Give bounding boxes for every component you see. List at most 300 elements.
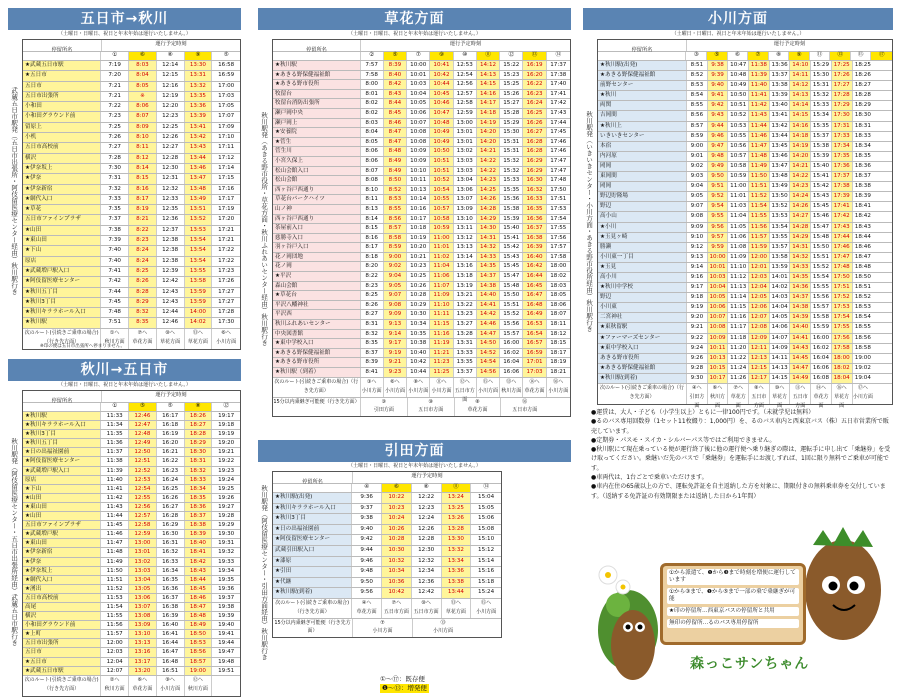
table-row [23,476,240,485]
table-row [598,142,892,152]
departure-time: 8:23 [129,236,157,245]
departure-time: 18:28 [854,92,871,99]
stop-name: ★あきる野市役所 [273,358,361,367]
route-description: 武蔵五日市駅発（五日市出張所・阿伎留医療センター経由）秋川駅行き [10,87,19,295]
route-number: ⑬ [830,52,851,60]
departure-time: 10:08 [407,138,430,147]
table-row [273,71,570,81]
departure-time: 12:56 [454,80,477,89]
table-row [23,485,240,494]
departure-time: 9:40 [708,81,729,90]
departure-time: 13:04 [129,576,157,584]
departure-time: 18:36 [854,162,871,169]
route-number-row [273,484,501,493]
departure-time: 10:47 [430,109,453,118]
departure-time: 15:26 [500,90,523,99]
departure-time: 12:52 [129,467,157,475]
stop-name: 小川東 [598,303,687,312]
departure-time: 8:28 [129,288,157,297]
departure-time: 8:24 [129,257,157,266]
departure-time: 12:23 [157,112,185,121]
departure-time: 13:41 [185,123,213,132]
departure-time: 13:55 [770,233,791,242]
next-route-number: ⑫へ [192,676,203,683]
departure-time: 18:28 [185,430,213,438]
departure-time: 10:47 [728,61,749,70]
section-itsukaichi-to-akikawa [8,8,241,343]
stop-name: 岡岡 [598,182,687,191]
departure-time: 8:25 [129,267,157,276]
departure-time: 14:17 [477,99,500,108]
departure-time: 17:51 [550,196,567,203]
board-line: ①から③まで、❶から⑤まで一部の乗で乗継ぎが可能 [667,588,799,604]
departure-time: 10:01 [407,71,430,80]
timetable [22,39,241,350]
next-route-direction: 草花方面 [132,685,153,692]
stop-name: ★上町 [23,630,101,638]
stop-name: 五日市出張所 [23,639,101,647]
table-row [273,138,570,148]
departure-time: 11:51 [101,576,129,584]
table-row [23,539,240,548]
departure-time: 13:35 [185,92,213,101]
departure-time: 14:04 [770,303,791,312]
departure-time: 15:22 [500,61,523,70]
departure-time: 12:43 [157,288,185,297]
next-route-number: ⑯へ [553,378,564,385]
departure-time: 15:51 [811,253,832,262]
departure-time: 11:34 [101,421,129,429]
departure-time: 18:48 [185,612,213,620]
departure-time: 15:51 [500,301,523,310]
notice-board [660,563,806,645]
departure-time: 10:28 [407,291,430,300]
departure-time: 19:23 [218,467,235,474]
table-row [23,630,240,639]
stop-name: ★武蔵増戸駅入口 [23,467,101,475]
departure-time: 14:35 [477,262,500,271]
departure-time: 10:13 [407,186,430,195]
departure-time: 15:41 [500,234,523,243]
departure-time: 18:02 [832,364,853,373]
departure-time: 8:45 [384,109,407,118]
transfer-direction: 小川方面 [372,627,393,634]
departure-time: 12:07 [101,667,129,675]
departure-time: 17:37 [550,62,567,68]
departure-time: 19:22 [218,458,235,465]
departure-time: 10:09 [708,334,729,343]
departure-time: 18:00 [550,263,567,270]
departure-time: 7:31 [101,174,129,183]
departure-time: 16:23 [157,467,185,475]
departure-time: 13:16 [454,262,477,271]
departure-time: 18:27 [854,82,871,89]
table-row [598,273,892,283]
departure-time: 16:54 [523,330,546,339]
route-description: 秋川駅発（阿伎留医療センター・引田方面経由）秋川駅行き [260,485,269,661]
table-row [273,535,501,546]
departure-time: 10:34 [382,567,412,577]
departure-time: 13:13 [454,243,477,252]
departure-time: 8:16 [361,234,384,243]
route-number: ④ [352,484,382,492]
departure-time: 10:52 [430,176,453,185]
stop-column-header: 停留所名 [598,40,687,51]
departure-time: 13:46 [185,164,213,173]
departure-time: 9:00 [687,142,708,151]
departure-time: 14:31 [790,243,811,252]
route-number: ⑤ [384,52,407,60]
departure-time: 11:55 [101,612,129,620]
departure-time: 14:25 [477,186,500,195]
departure-time: 17:31 [832,122,853,131]
departure-time: 15:16 [478,568,495,575]
stop-name: 慈勝寺入口 [273,234,361,243]
departure-time: 17:52 [832,293,853,302]
transfer-route [361,398,408,416]
stop-column-header: 停留所名 [23,40,102,51]
departure-time: 15:30 [811,71,832,80]
next-route-number: ⑦へ [137,329,148,336]
departure-time: 9:09 [687,223,708,232]
departure-time: 12:36 [157,215,185,224]
next-route-direction: 草花方面 [132,338,153,345]
departure-time: 10:26 [407,282,430,291]
stop-name: 高尾 [23,603,101,611]
departure-time: 16:26 [157,494,185,502]
next-route-direction: 小川方面 [431,387,452,394]
table-row [23,143,240,153]
departure-time: 10:13 [708,354,729,363]
table-row [598,364,892,374]
departure-time: 15:45 [811,202,832,211]
departure-time: 8:17 [129,195,157,204]
departure-time: 9:24 [687,344,708,353]
departure-time: 17:54 [832,313,853,322]
departure-time: 18:29 [185,439,213,447]
departure-time: 11:54 [749,202,770,211]
stop-name: ★小川 [598,223,687,232]
table-row [23,512,240,521]
next-route [384,378,407,397]
departure-time: 15:10 [478,536,495,543]
departure-time: 9:04 [687,182,708,191]
departure-time: 10:55 [728,132,749,141]
legend-additional: ❶〜⑬：増発便 [382,684,427,692]
departure-time: 17:54 [550,215,567,222]
table-row [23,457,240,466]
departure-time: 12:17 [749,374,770,383]
departure-time: 12:01 [749,263,770,272]
departure-time: 16:32 [157,548,185,556]
stop-name: ★菅生 [273,138,361,147]
departure-time: 8:48 [384,147,407,156]
departure-time: 12:58 [129,521,157,529]
stop-name: 両関 [598,101,687,110]
departure-time: 9:13 [687,253,708,262]
board-line: ★印の停留所…西東京バスの停留所と共用 [667,607,799,616]
empty-cell [23,403,101,411]
departure-time: 13:51 [185,205,213,214]
departure-time: 13:35 [454,358,477,367]
stop-name: ★東山田 [23,503,101,511]
departure-time: 15:47 [811,223,832,232]
departure-time: 19:28 [218,513,235,520]
next-route [770,384,791,409]
stop-name: ★秋川駅 [23,318,101,327]
departure-time: 14:20 [790,152,811,161]
departure-time: 15:46 [811,212,832,221]
departure-time: 14:12 [790,81,811,90]
table-row [598,91,892,101]
schedule-header: 運行予定時刻 [155,41,187,47]
departure-time: 9:59 [708,243,729,252]
departure-time: 19:34 [218,567,235,574]
departure-time: 15:58 [811,313,832,322]
footnote: ※印の便は五日市出張所へ停まりません。 [40,344,126,349]
departure-time: 12:22 [412,493,442,503]
departure-time: 15:31 [500,147,523,156]
departure-time: 14:26 [790,202,811,211]
departure-time: 16:53 [523,320,546,329]
table-row [23,494,240,503]
departure-time: 14:37 [477,272,500,281]
departure-time: 14:28 [790,223,811,232]
departure-time: 14:10 [790,61,811,70]
next-route [430,378,453,397]
departure-time: 15:12 [478,546,495,553]
departure-time: 14:19 [477,119,500,128]
table-row [273,320,570,330]
departure-time: 7:32 [101,185,129,194]
departure-time: 12:32 [157,185,185,194]
departure-time: 10:17 [708,374,729,383]
departure-time: 17:40 [550,81,567,88]
departure-time: 12:32 [412,557,442,567]
stop-name: 野辺 [598,202,687,211]
transfer-route [353,619,413,637]
departure-time: 16:44 [523,272,546,281]
departure-time: 18:56 [854,334,871,341]
table-row [23,576,240,585]
departure-time: 13:28 [442,525,472,535]
table-row [23,236,240,246]
departure-time: 11:44 [101,512,129,520]
info-line: ●秋川駅にて現在乗っている便が運行終了後に他の運行便へ乗り継ぎの際は、運転手に申し出て「乗継券」を受け取ってください。乗継いだ先のバスで「乗継券」を運転手にお渡しすれば、1回に限り無料でご乗車が可能です。 [591,446,891,472]
stop-name: ★秋川キララホール入口 [23,421,101,429]
departure-time: 9:21 [384,358,407,367]
stop-name: 五日市 [23,82,101,91]
stop-name: 五日市ファインプラザ [23,521,101,529]
departure-time: 14:21 [790,162,811,171]
departure-time: 17:56 [832,334,853,343]
stop-name: 二宮神社 [598,313,687,322]
departure-time: 10:32 [382,557,412,567]
table-row [598,354,892,364]
departure-time: 9:23 [384,368,407,377]
stop-name: 前野センター [598,81,687,90]
departure-time: 17:43 [832,223,853,232]
route-number: ⑫ [223,403,229,409]
departure-time: 13:57 [770,243,791,252]
stop-name: 武蔵引田駅入口 [273,546,352,556]
departure-time: 11:01 [728,192,749,201]
departure-time: 14:19 [790,142,811,151]
departure-time: 8:03 [361,119,384,128]
next-route [547,378,570,397]
departure-time: 12:50 [129,448,157,456]
table-row [273,349,570,359]
table-row [598,263,892,273]
table-row [23,567,240,576]
departure-time: 19:17 [218,413,235,419]
departure-time: 8:29 [129,298,157,307]
stop-name: ★山田 [23,494,101,502]
table-row [23,205,240,215]
schedule-header: 運行予定時刻 [155,392,187,398]
departure-time: 15:59 [811,323,832,332]
departure-time: 8:59 [384,243,407,252]
route-number: ⑤ [707,52,728,60]
timetable [597,39,893,409]
departure-time: 8:51 [687,61,708,70]
table-row [273,157,570,167]
section-note: （土曜日・日曜日、祝日と年末年始は運行いたしません。） [58,31,191,37]
departure-time: 19:51 [218,667,235,674]
departure-time: 19:02 [854,364,871,371]
transfer-direction: 五日市方面 [512,406,538,413]
departure-time: 15:55 [811,283,832,292]
stop-name: 小和田 [23,102,101,111]
departure-time: 17:55 [832,323,853,332]
stop-name: 瀬戸岡中央 [273,109,361,118]
departure-time: 11:55 [749,212,770,221]
departure-time: 18:56 [185,648,213,656]
next-route-number: ⑮へ [483,378,494,385]
departure-time: 13:28 [454,330,477,339]
departure-time: 11:46 [101,530,129,538]
departure-time: 11:18 [728,334,749,343]
departure-time: 18:46 [185,594,213,602]
table-row [598,152,892,162]
transfer-route [501,398,548,416]
table-row [273,195,570,205]
departure-time: 11:59 [749,243,770,252]
departure-time: 15:14 [478,557,495,564]
departure-time: 19:31 [218,540,235,547]
departure-time: 19:18 [218,422,235,429]
departure-time: 18:50 [185,630,213,638]
next-route-direction: 草花方面 [730,394,746,409]
departure-time: 18:29 [854,102,871,109]
departure-time: 10:09 [407,147,430,156]
departure-time: 12:53 [454,61,477,70]
stop-name: ★伊奈新宿 [23,548,101,556]
departure-time: 18:43 [854,223,871,230]
departure-time: 17:17 [218,195,235,202]
empty-cell [273,484,352,492]
departure-time: 14:38 [477,282,500,291]
departure-time: 14:39 [790,313,811,322]
stop-name: 小宮久保上 [273,157,361,166]
route-number: ⑤ [157,403,185,411]
departure-time: 14:32 [790,253,811,262]
table-row [23,308,240,318]
departure-time: 12:58 [454,99,477,108]
departure-time: 10:05 [407,99,430,108]
departure-time: 10:09 [407,157,430,166]
stop-name: 本宿 [598,142,687,151]
stop-name: ★東山田 [23,539,101,547]
stop-name: ★安養院 [273,128,361,137]
departure-time: 12:19 [157,92,185,101]
departure-time: 12:15 [157,71,185,80]
departure-time: 13:34 [442,557,472,567]
next-route-direction: 五日市方面 [792,394,808,409]
departure-time: 17:43 [550,109,567,116]
departure-time: 18:39 [185,530,213,538]
departure-time: 8:10 [361,186,384,195]
departure-time: 8:57 [687,122,708,131]
departure-time: 10:05 [708,293,729,302]
departure-time: 18:34 [185,485,213,493]
departure-time: 17:23 [218,267,235,274]
departure-time: 14:31 [477,234,500,243]
departure-time: 19:21 [218,449,235,456]
departure-time: 9:42 [708,101,729,110]
departure-time: 11:51 [749,182,770,191]
departure-time: 12:54 [129,485,157,493]
departure-time: 13:40 [770,101,791,110]
departure-time: 13:59 [770,263,791,272]
departure-time: 14:28 [477,205,500,214]
departure-time: 17:35 [832,152,853,161]
departure-time: 14:29 [790,233,811,242]
departure-time: 8:07 [129,112,157,121]
departure-time: 12:15 [749,364,770,373]
departure-time: 12:38 [157,257,185,266]
departure-time: 17:12 [218,154,235,161]
departure-time: 8:06 [361,147,384,156]
departure-time: 14:02 [185,318,213,327]
stop-name: ★あきる野保健福祉館 [598,364,687,373]
departure-time: 9:08 [384,301,407,310]
departure-time: 17:21 [218,237,235,244]
stop-name: ★阿伎留医療センター [273,535,352,545]
departure-time: 10:59 [430,224,453,233]
departure-time: 14:47 [477,330,500,339]
table-row [273,61,570,71]
departure-time: 11:37 [101,448,129,456]
departure-time: 18:00 [832,354,853,363]
departure-time: 8:02 [361,99,384,108]
departure-time: 11:57 [101,630,129,638]
departure-time: 17:38 [550,71,567,78]
departure-time: 8:18 [361,253,384,262]
departure-time: 14:52 [477,349,500,358]
departure-time: 16:38 [157,603,185,611]
departure-time: 10:49 [430,138,453,147]
stop-name: ★伊奈坂上 [23,164,101,173]
departure-time: 16:19 [523,61,546,70]
departure-time: 13:54 [185,246,213,255]
departure-time: 17:39 [832,192,853,201]
departure-time: 12:34 [412,567,442,577]
table-row [23,558,240,567]
departure-time: 19:19 [218,431,235,438]
table-row [273,291,570,301]
departure-time: 8:35 [361,339,384,348]
